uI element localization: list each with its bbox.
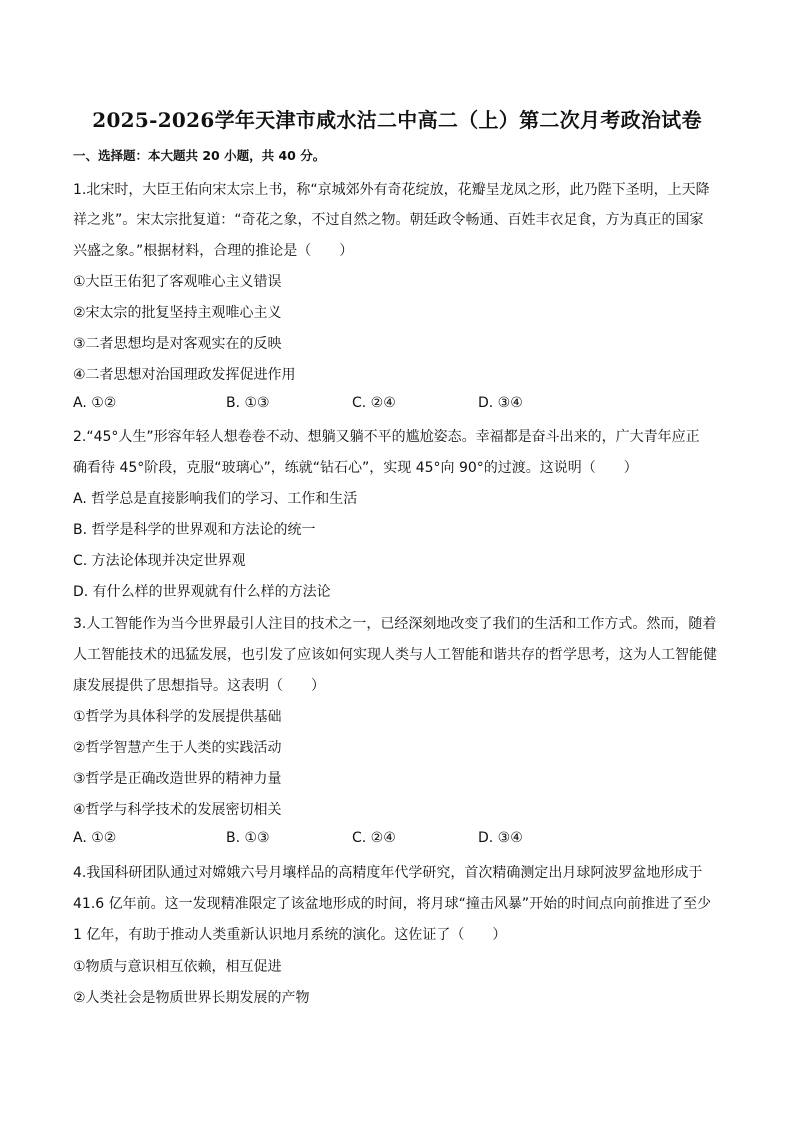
q3-stem-line-2: 人工智能技术的迅猛发展，也引发了应该如何实现人类与人工智能和谐共存的哲学思考，这为人工智能健 <box>73 647 717 663</box>
exam-title: 2025-2026学年天津市咸水沽二中高二（上）第二次月考政治试卷 <box>92 108 702 132</box>
q3-option-a: A. ①② <box>73 830 117 846</box>
q1-item-2: ②宋太宗的批复坚持主观唯心主义 <box>73 305 282 321</box>
q1-stem-line-2: 祥之兆”。宋太宗批复道：“奇花之象，不过自然之物。朝廷政令畅通、百姓丰衣足食，方为真正的国家 <box>73 212 704 228</box>
q3-item-1: ①哲学为具体科学的发展提供基础 <box>73 709 282 725</box>
q3-item-2: ②哲学智慧产生于人类的实践活动 <box>73 740 282 756</box>
q1-item-3: ③二者思想均是对客观实在的反映 <box>73 336 282 352</box>
q4-stem-line-1: 4.我国科研团队通过对嫦娥六号月壤样品的高精度年代学研究，首次精确测定出月球阿波罗盆地形成于 <box>73 865 703 881</box>
q4-item-1: ①物质与意识相互依赖，相互促进 <box>73 959 282 975</box>
q1-option-c: C. ②④ <box>352 395 396 411</box>
q4-item-2: ②人类社会是物质世界长期发展的产物 <box>73 990 310 1006</box>
q4-stem-line-2: 41.6 亿年前。这一发现精准限定了该盆地形成的时间，将月球“撞击风暴”开始的时间点向前推进了至少 <box>73 896 712 912</box>
q4-stem-line-3: 1 亿年，有助于推动人类重新认识地月系统的演化。这佐证了（ ） <box>73 927 507 943</box>
q2-option-c: C. 方法论体现并决定世界观 <box>73 553 246 569</box>
q3-option-c: C. ②④ <box>352 830 396 846</box>
q1-stem-line-1: 1.北宋时，大臣王佑向宋太宗上书，称“京城郊外有奇花绽放，花瓣呈龙凤之形，此乃陛下圣明，上天降 <box>73 182 710 198</box>
q3-stem-line-1: 3.人工智能作为当今世界最引人注目的技术之一，已经深刻地改变了我们的生活和工作方式。然而，随着 <box>73 616 717 632</box>
q3-item-3: ③哲学是正确改造世界的精神力量 <box>73 771 282 787</box>
q2-option-b: B. 哲学是科学的世界观和方法论的统一 <box>73 522 316 538</box>
q1-item-1: ①大臣王佑犯了客观唯心主义错误 <box>73 274 282 290</box>
q1-stem-line-3: 兴盛之象。”根据材料，合理的推论是（ ） <box>73 243 354 259</box>
q2-stem-line-1: 2.“45°人生”形容年轻人想卷卷不动、想躺又躺不平的尴尬姿态。幸福都是奋斗出来的，广大青年应正 <box>73 429 700 445</box>
q1-option-a: A. ①② <box>73 395 117 411</box>
q3-option-b: B. ①③ <box>226 830 270 846</box>
q2-option-a: A. 哲学总是直接影响我们的学习、工作和生活 <box>73 491 358 507</box>
q2-option-d: D. 有什么样的世界观就有什么样的方法论 <box>73 584 331 600</box>
q3-option-d: D. ③④ <box>478 830 523 846</box>
q1-option-b: B. ①③ <box>226 395 270 411</box>
q1-item-4: ④二者思想对治国理政发挥促进作用 <box>73 367 296 383</box>
q3-item-4: ④哲学与科学技术的发展密切相关 <box>73 802 282 818</box>
q1-option-d: D. ③④ <box>478 395 523 411</box>
section-heading: 一、选择题：本大题共 20 小题，共 40 分。 <box>73 148 326 163</box>
q2-stem-line-2: 确看待 45°阶段，克服“玻璃心”，练就“钻石心”，实现 45°向 90°的过渡。这说明（ ） <box>73 460 638 476</box>
q3-stem-line-3: 康发展提供了思想指导。这表明（ ） <box>73 678 325 694</box>
